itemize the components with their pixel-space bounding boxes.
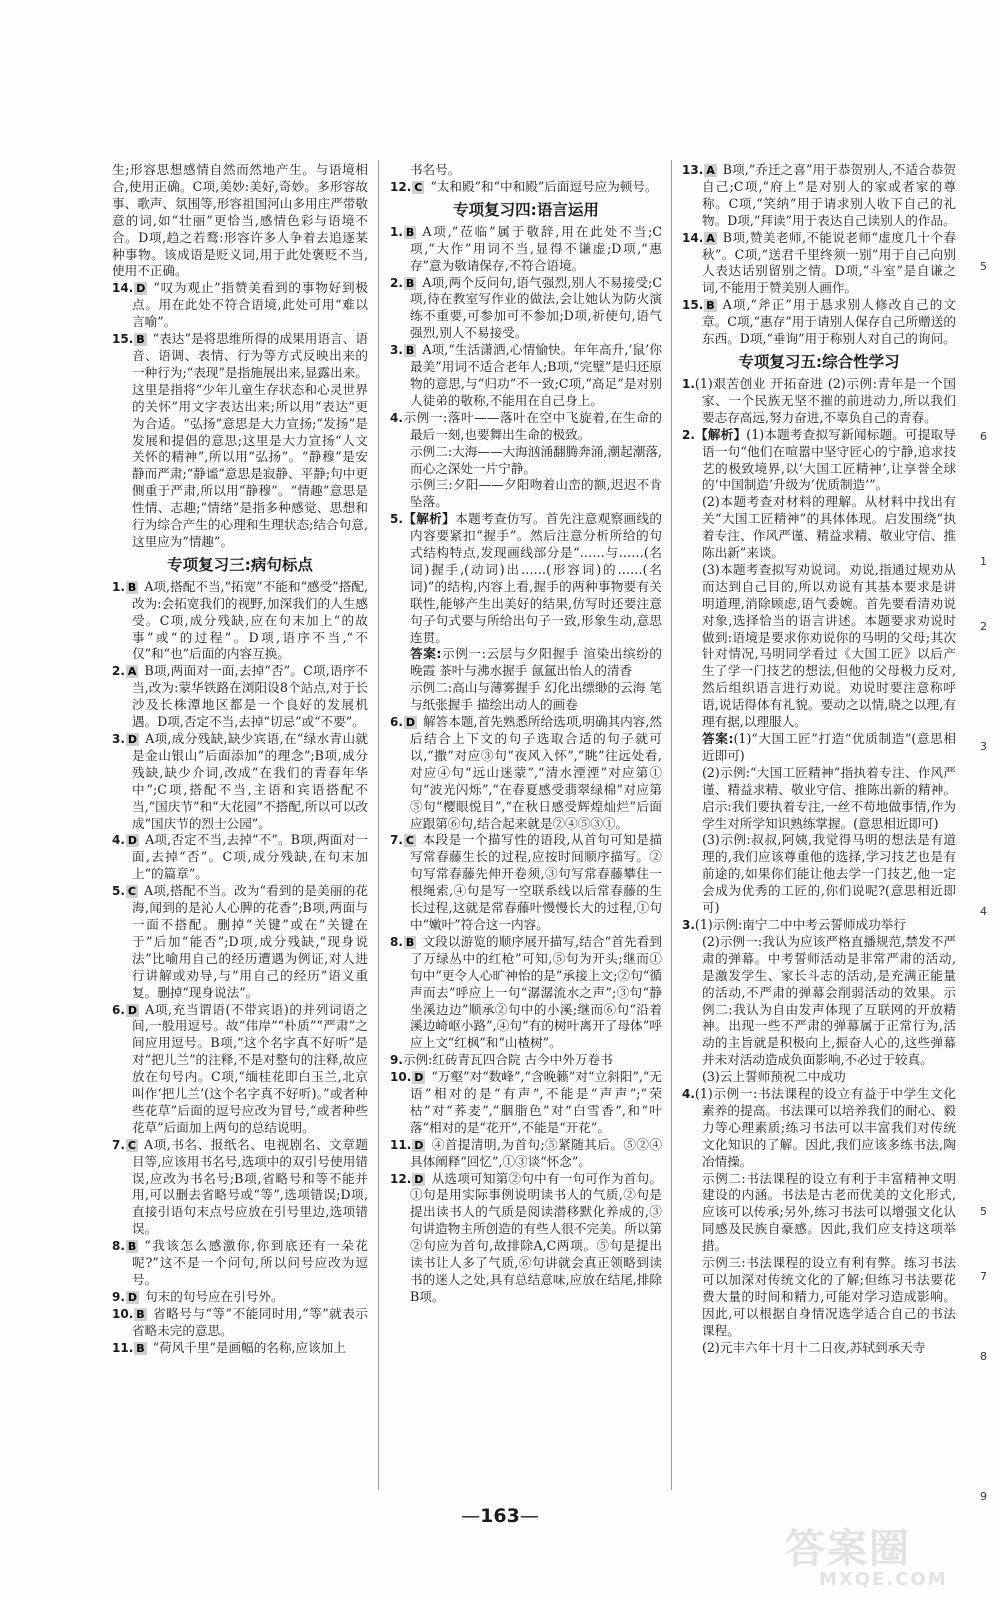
answer-paragraph — [682, 934, 956, 1069]
answer-text: A项,书名、报纸名、电视剧名、文章题目等,应该用书名号,选项中的双引号使用错误,应改为书名号;B项,省略号和等不能并用,可以删去省略号或“等”,选项错误;D项,直接引语句末点号应放在引号里边,选项错误。 — [132, 1136, 368, 1237]
answer-text: “太和殿”和“中和殿”后面逗号应为顿号。 — [430, 178, 658, 194]
answer-choice-badge: D — [414, 1138, 424, 1152]
question-number: 15. — [112, 332, 134, 347]
answer-choice-badge: B — [136, 1341, 145, 1355]
question-number: 3. — [390, 343, 403, 358]
answer-item — [390, 511, 662, 646]
answer-item — [682, 917, 956, 934]
question-number: 9. — [390, 1053, 403, 1068]
answer-choice-badge: D — [127, 733, 138, 746]
answer-item — [682, 297, 956, 348]
edge-marker: 5 — [980, 260, 987, 273]
cropped-edge-markers — [976, 160, 1000, 1503]
answer-item — [112, 1238, 368, 1289]
answer-column-right — [682, 162, 956, 1357]
question-number: 1. — [390, 224, 403, 239]
answer-text: 文段以游览的顺序展开描写,结合“首先看到了万绿丛中的红枪”可知,⑤句为开头;继而①句中“更令人心旷神怡的是”承接上文;②句“循声而去”呼应上一句“潺潺流水之声”;③句“静坐溪边边”顺承②句中的小溪;继而⑥句“沿着溪边崎岖小路”,④句“有的树叶离开了母体”呼应上文“红枫”和“山楂树”。 — [410, 933, 662, 1051]
answer-choice-badge: A — [706, 231, 715, 245]
answer-text: 生;形容思想感情自然而然地产生。与语境相合,使用正确。C项,美妙:美好,奇妙。多形容故事、歌声、氛围等,形容祖国河山多用庄严带敬意的词,如“壮丽”更恰当,感情色彩与语境不合。D项,趋之若鹜:形容许多人争着去追逐某种事物。该成语是贬义词,用于此处褒贬不当,使用不正确。 — [112, 162, 368, 279]
answer-item — [682, 427, 956, 495]
explanation-tag: 【解析】 — [694, 426, 747, 442]
answer-paragraph — [682, 1069, 956, 1086]
answer-text: 示例一:云层与夕阳握手 渲染出缤纷的晚霞 茶叶与沸水握手 氤氲出怡人的清香 — [410, 646, 662, 679]
answer-text: (2)元丰六年十月十二日夜,苏轼到承天寺 — [702, 1339, 926, 1355]
answer-item — [682, 230, 956, 298]
answer-choice-badge: C — [127, 885, 136, 899]
answer-choice-badge: D — [414, 1172, 424, 1186]
answer-item — [390, 832, 662, 933]
watermark-title: 答案圈 — [785, 1526, 911, 1572]
answer-text: 示例二:书法课程的设立有利于丰富精神文明建设的内涵。书法是古老而优美的文化形式,应该可以传承;另外,练习书法可以增强文化认同感及民族自豪感。因此,我们应支持这项举措。 — [702, 1170, 956, 1254]
answer-choice-badge: D — [127, 1003, 138, 1017]
question-number: 5. — [112, 884, 125, 899]
answer-text: (1)示例一:书法课程的设立有益于中学生文化素养的提高。书法课可以培养我们的耐心、毅力等心理素质;练习书法可以丰富我们对传统文化知识的了解。因此,我们应该多练书法,陶冶情操。 — [694, 1086, 956, 1169]
section-heading: 专项复习三:病句标点 — [167, 555, 313, 574]
question-number: 1. — [682, 376, 695, 391]
answer-item — [112, 832, 368, 883]
answer-column-middle — [390, 162, 662, 1306]
answer-text: (1)本题考查拟写新闻标题。可提取导语一句“他们在喧嚣中坚守匠心的宁静,追求技艺的极致境界,以‘大国工匠精神’,让享誉全球的‘中国制造’升级为‘优质制造’”。 — [702, 426, 957, 493]
answer-item — [682, 376, 956, 427]
answer-choice-badge: B — [405, 935, 415, 949]
answer-choice-badge: C — [127, 1138, 136, 1152]
edge-marker: 8 — [980, 1350, 987, 1363]
answer-paragraph — [390, 646, 662, 680]
question-number: 5. — [390, 512, 403, 527]
answer-item — [390, 179, 662, 196]
answer-text: “表达”是将思维所得的成果用语言、语音、语调、表情、行为等方式反映出来的一种行为;“表现”是指施展出来,显露出来。这里是指将“少年儿童生存状态和心灵世界的关怀”用文字表达出来;所以用“表达”更为合适。“弘扬”意思是大力宣扬;“发扬”是发展和提倡的意思;这里是大力宣扬“人文关怀的精神”,所以用“弘扬”。“静穆”是安静而严肃;“静谧”意思是寂静、平静;句中更侧重于严肃,所以用“静穆”。“情趣”意思是性情、志趣;“情绪”是指多种感觉、思想和行为综合产生的心理和生理状态;结合句意,这里应为“情趣”。 — [132, 331, 368, 549]
answer-choice-badge: B — [136, 1307, 145, 1321]
question-number: 12. — [390, 1171, 412, 1186]
edge-marker: 3 — [980, 740, 987, 753]
explanation-tag: 答案: — [702, 731, 734, 746]
answer-item — [390, 224, 662, 275]
answer-choice-badge: C — [414, 180, 423, 194]
answer-item — [112, 1002, 368, 1137]
answer-text: 解答本题,首先熟悉所给选项,明确其内容,然后结合上下文的句子选取合适的句子就可以,“撒”对应③句“夜风入怀”,“眺”往远处看,对应④句“远山迷蒙”,“清水湮湮”对应第①句“波光闪烁”,“在春夏感受翡翠绿棉”对应第⑤句“樱眼悦目”,“在秋日感受辉煌灿烂”后面应跟第⑥句,结合起来就是②④⑤③①。 — [410, 714, 662, 831]
answer-text: 本题考查仿写。首先注意观察画线的内容要紧扣“握手”。然后注意分析所给的句式结构特点,发现画线部分是“……与……(名词)握手,(动词)出……(形容词)的……(名词)”的结构,内容上看,握手的两种事物要有关联性,能够产生出美好的结果,仿写时还要注意句子句式要与所给出句子一致,形象生动,意思连贯。 — [410, 511, 663, 645]
answer-paragraph — [682, 1171, 956, 1256]
answer-text: A项,“莅临”属于敬辞,用在此处不当;C项,“大作”用词不当,显得不谦虚;D项,“惠存”意为敬请保存,不符合语境。 — [410, 223, 662, 273]
question-number: 2. — [682, 427, 695, 442]
answer-paragraph — [112, 162, 368, 280]
answer-item — [112, 331, 368, 551]
question-number: 4. — [390, 410, 403, 425]
edge-marker: 4 — [980, 905, 987, 918]
section-heading: 专项复习五:综合性学习 — [738, 352, 900, 371]
question-number: 6. — [390, 715, 403, 730]
answer-paragraph — [682, 1340, 956, 1357]
answer-choice-badge: B — [706, 299, 715, 313]
answer-paragraph — [390, 162, 662, 179]
answer-choice-badge: B — [127, 580, 137, 594]
answer-paragraph — [682, 832, 956, 917]
answer-text: A项,否定不当,去掉“不”。B项,两面对一面,去掉“否”。C项,成分残缺,在句末加上“的篇章”。 — [132, 832, 368, 882]
answer-text: 示例:红砖青瓦四合院 古今中外万卷书 — [402, 1052, 613, 1068]
answer-text: “万壑”对“数峰”,“含晚籁”对“立斜阳”,“无语”相对的是“有声”,不能是“声声”;“荣枯”对“荞麦”,“胭脂色”对“白雪香”,和“叶落”相对的是“花开”,不能是“开花”。 — [410, 1069, 662, 1135]
answer-text: 示例三:书法课程的设立有利有弊。练习书法可以加深对传统文化的了解;但练习书法要花费大量的时间和精力,可能对学习造成影响。因此,可以根据自身情况选学适合自己的书法课程。 — [702, 1255, 956, 1338]
answer-item — [112, 883, 368, 1001]
answer-text: 本段是一个描写性的语段,从首句可知是描写常春藤生长的过程,应按时间顺序描写。②句写常春藤先伸开卷须,③句写常春藤攀住一根绳索,④句是写一空联系线以后常春藤的生长过程,这就是常春藤叶慢慢长大的过程,①句中“嫩叶”符合这一内容。 — [410, 832, 662, 932]
answer-text: ④首提清明,为首句;⑤紧随其后。⑤②④具体阐释“回忆”,①③谈“怀念”。 — [410, 1136, 662, 1169]
answer-text: B项,赞美老师,不能说老师“虚度几十个春秋”。C项,“送君千里终须一别”用于自己向别人表达话别留别之情。D项,“斗室”是自谦之词,不能用于赞美别人画作。 — [702, 229, 956, 296]
answer-item — [390, 934, 662, 1052]
answer-text: “荷风千里”是画幅的名称,应该加上 — [152, 1339, 346, 1355]
answer-item — [682, 1086, 956, 1171]
question-number: 3. — [682, 917, 695, 932]
edge-marker: 6 — [980, 430, 987, 443]
question-number: 11. — [390, 1137, 412, 1152]
answer-text: (1)艰苦创业 开拓奋进 (2)示例:青年是一个国家、一个民族无坚不摧的前进动力,所以我们要志存高远,努力奋进,不辜负自己的青春。 — [694, 375, 956, 425]
question-number: 10. — [112, 1306, 134, 1321]
answer-text: (3)本题考查拟写劝说词。劝说,指通过规劝从而达到自己目的,所以劝说有其基本要求是讲明道理,消除顾虑,语气委婉。首先要看清劝说对象,选择恰当的语言讲述。本题要求劝说时做到:语境是要求你劝说你的马明的父母;其次针对情况,马明同学看过《大国工匠》以后产生了学一门技艺的想法,但他的父母极力反对,然后组织语言进行劝说。劝说时要注意称呼语,说话得体有礼貌。要动之以情,晓之以理,有理有据,以理服人。 — [702, 561, 956, 730]
answer-item — [112, 1306, 368, 1340]
answer-item — [390, 1137, 662, 1171]
answer-text: 句末的句号应在引号外。 — [145, 1288, 284, 1304]
answer-text: 书名号。 — [410, 162, 461, 177]
answer-item — [112, 1289, 368, 1306]
question-number: 9. — [112, 1289, 125, 1304]
answer-paragraph — [390, 444, 662, 478]
answer-choice-badge: D — [127, 834, 138, 848]
answer-item — [112, 579, 368, 664]
question-number: 2. — [390, 275, 403, 290]
question-number: 15. — [682, 298, 704, 313]
answer-choice-badge: A — [127, 665, 137, 679]
answer-text: (2)本题考查对材料的理解。从材料中找出有关“大国工匠精神”的具体体现。启发围绕“执着专注、作风严谨、精益求精、敬业守信、推陈出新”来谈。 — [702, 494, 956, 561]
question-number: 1. — [112, 579, 125, 594]
answer-item — [390, 1069, 662, 1137]
question-number: 8. — [390, 934, 403, 949]
answer-text: “我该怎么感激你,你到底还有一朵花呢?”这不是一个问句,所以问号应改为逗号。 — [132, 1238, 368, 1287]
explanation-tag: 【解析】 — [402, 511, 456, 527]
edge-marker: 1 — [980, 555, 987, 568]
answer-text: A项,充当谓语(不带宾语)的并列词语之间,一般用逗号。故“伟岸”“朴质”“严肃”之间应用逗号。B项,“这个名字真不好听”是对“把儿兰”的注释,不是对整句的注释,故应放在句号内。C项,“缅桂花即白玉兰,北京叫作‘把儿兰’(这个名字真不好听)。”或者种些花草”后面的逗号应改为冒号,“或者种些花草”后面加上两句的总结说明。 — [132, 1001, 368, 1135]
answer-text: (3)示例:叔叔,阿姨,我觉得马明的想法是有道理的,我们应该尊重他的选择,学习技艺也是有前途的,如果你们能让他去学一门技艺,他一定会成为优秀的工匠的,你们说呢?(意思相近即可) — [702, 832, 956, 916]
answer-text: (1)“大国工匠”打造“优质制造”(意思相近即可) — [702, 731, 956, 763]
answer-item — [112, 731, 368, 832]
site-watermark — [785, 1528, 975, 1592]
answer-paragraph — [682, 765, 956, 833]
answer-paragraph — [682, 1255, 956, 1340]
answer-text: (1)示例:南宁二中中考云誓师成功举行 — [694, 916, 906, 932]
answer-choice-badge: D — [127, 1290, 138, 1304]
answer-text: A项,两个反问句,语气强烈,别人不易接受;C项,待在教室写作业的做法,会让她认为防火演练不重要,可参加可不参加;D项,祈使句,语气强烈,别人不易接受。 — [410, 274, 662, 341]
question-number: 6. — [112, 1002, 125, 1017]
answer-text: B项,两面对一面,去掉“否”。C项,语序不当,改为:蒙华铁路在浏阳设8个站点,对于长沙及长株潭地区都是一个良好的发展机遇。D项,否定不当,去掉“切忌”或“不要”。 — [132, 663, 368, 730]
answer-text: B项,“乔迁之喜”用于恭贺别人,不适合恭贺自己;C项,“府上”是对别人的家或者家的尊称。C项,“笑纳”用于请求别人收下自己的礼物。D项,“拜读”用于表达自己读别人的作品。 — [702, 162, 956, 228]
answer-text: A项,成分残缺,缺少宾语,在“绿水青山就是金山银山”后面添加“的理念”;B项,成分残缺,缺少介词,改成“在我们的青春年华中”;C项,搭配不当,主语和宾语搭配不当,“国庆节”和“大花园”不搭配,所以可以改成“国庆节的烈士公园”。 — [132, 731, 368, 831]
question-number: 7. — [390, 833, 403, 848]
question-number: 4. — [112, 833, 125, 848]
edge-marker: 9 — [980, 1490, 987, 1503]
question-number: 2. — [112, 664, 125, 679]
answer-text: 示例二:大海——大海汹涌翻腾奔涌,潮起潮落,而心之深处一片宁静。 — [410, 443, 662, 476]
answer-text: 示例二:高山与薄雾握手 幻化出缥缈的云海 笔与纸张握手 描绘出动人的画卷 — [410, 680, 662, 713]
explanation-tag: 答案: — [410, 646, 442, 662]
answer-text: 从选项可知第②句中有一句可作为首句。①句是用实际事例说明读书人的气质,②句是提出读书人的气质是阅读潜移默化养成的,③句讲造物主所创造的有些人很不完美。所以第②句应为首句,故排除A,C两项。⑤句是提出读书让人多了气质,⑥句讲就会真正领略到读书的迷人之处,具有总结意味,应放在结尾,排除B项。 — [410, 1170, 662, 1304]
column-rule-left — [378, 160, 379, 1490]
question-number: 14. — [112, 281, 134, 296]
question-number: 7. — [112, 1137, 125, 1152]
answer-text: A项,搭配不当,“拓宽”不能和“感受”搭配,改为:会拓宽我们的视野,加深我们的人生感受。C项,成分残缺,应在句末加上“的故事”或“的过程”。D项,语序不当,“不仅”和“也”后面的内容互换。 — [132, 578, 368, 662]
answer-text: 省略号与“等”不能同时用,“等”就表示省略未完的意思。 — [132, 1305, 368, 1338]
answer-text: (2)示例一:我认为应该严格直播规范,禁发不严肃的弹幕。中考誓师活动是非常严肃的活动,是激发学生、家长斗志的活动,是充满正能量的活动,不严肃的弹幕会削弱活动的效果。示例二:我认为自由发声体现了互联网的开放精神。出现一些不严肃的弹幕属于正常行为,活动的主旨就是积极向上,振奋人心的,这些弹幕并未对活动造成负面影响,不必过于较真。 — [702, 933, 956, 1068]
question-number: 10. — [390, 1070, 412, 1085]
page-number: — 163 — — [0, 1505, 1000, 1527]
answer-choice-badge: B — [405, 276, 415, 290]
answer-text: A项,“斧正”用于恳求别人修改自己的文章。C项,“惠存”用于请别人保存自己所赠送的东西。D项,“垂询”用于称别人对自己的询问。 — [702, 297, 956, 347]
answer-paragraph — [682, 494, 956, 562]
question-number: 3. — [112, 732, 125, 746]
answer-paragraph — [682, 562, 956, 731]
edge-marker: 2 — [980, 620, 987, 633]
answer-item — [112, 280, 368, 331]
answer-paragraph — [390, 477, 662, 511]
answer-choice-badge: A — [706, 164, 715, 177]
answer-item — [112, 663, 368, 731]
answer-choice-badge: B — [405, 225, 415, 239]
answer-choice-badge: D — [414, 1071, 424, 1085]
answer-paragraph — [390, 680, 662, 714]
answer-item — [390, 1171, 662, 1306]
answer-text: A项,搭配不当。改为“看到的是美丽的花海,闻到的是沁人心脾的花香”;B项,两面与一面不搭配。删掉“关键”或在“关键在于”后加“能否”;D项,成分残缺,“现身说法”比喻用自己的经历遭遇为例证,对人进行讲解或劝导,与“用自己的经历”语义重复。删掉“现身说法”。 — [132, 883, 368, 1000]
answer-column-left — [112, 162, 368, 1357]
answer-choice-badge: B — [405, 344, 415, 358]
answer-choice-badge: C — [405, 834, 414, 848]
column-rule-right — [671, 160, 672, 1490]
answer-text: “叹为观止”指赞美看到的事物好到极点。用在此处不符合语境,此处可用“难以言喻”。 — [132, 280, 368, 330]
answer-text: (3)云上誓师预祝二中成功 — [702, 1069, 846, 1085]
question-number: 4. — [682, 1087, 695, 1102]
answer-item — [112, 1340, 368, 1357]
answer-choice-badge: B — [127, 1240, 137, 1254]
watermark-url: MXQE.COM — [819, 1569, 948, 1590]
answer-item — [390, 1052, 662, 1069]
question-number: 13. — [682, 163, 704, 177]
answer-paragraph — [682, 731, 956, 765]
question-number: 12. — [390, 179, 412, 194]
section-heading: 专项复习四:语言运用 — [453, 200, 599, 219]
edge-marker: 7 — [980, 1270, 987, 1283]
answer-item — [112, 1137, 368, 1238]
question-number: 11. — [112, 1340, 134, 1355]
answer-choice-badge: B — [136, 333, 145, 347]
answer-item — [682, 162, 956, 230]
question-number: 8. — [112, 1239, 125, 1254]
answer-choice-badge: D — [405, 716, 416, 730]
answer-text: 示例三:夕阳——夕阳吻着山峦的额,迟迟不肯坠落。 — [410, 477, 662, 510]
answer-item — [390, 275, 662, 343]
answer-item — [390, 342, 662, 410]
answer-item — [390, 714, 662, 832]
edge-marker: 5 — [980, 1205, 987, 1218]
answer-text: 示例一:落叶——落叶在空中飞旋着,在生命的最后一刻,也要舞出生命的极致。 — [402, 409, 662, 442]
answer-text: A项,“生活潇洒,心情愉快。年年高升,‘鼠’你最美”用词不适合老年人;B项,“完璧”是归还原物的意思,与“归功”不一致;C项,“高足”是对别人徒弟的敬称,不能用在自己身上。 — [410, 342, 662, 408]
question-number: 14. — [682, 230, 704, 245]
answer-text: (2)示例:“大国工匠精神”指执着专注、作风严谨、精益求精、敬业守信、推陈出新的精神。启示:我们要执着专注,一丝不苟地做事情,作为学生对所学知识熟练掌握。(意思相近即可) — [702, 764, 956, 831]
answer-choice-badge: D — [136, 282, 146, 296]
answer-item — [390, 410, 662, 444]
